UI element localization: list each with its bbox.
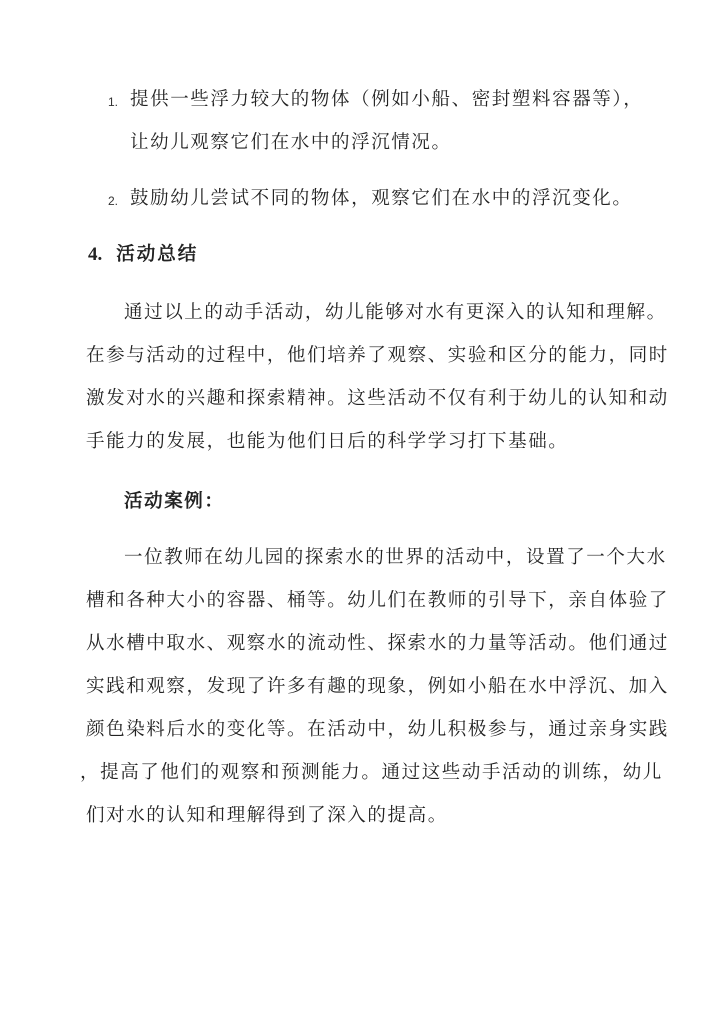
paragraph-line: 实践和观察，发现了许多有趣的现象，例如小船在水中浮沉、加入 xyxy=(86,676,669,697)
list-item-text: 鼓励幼儿尝试不同的物体，观察它们在水中的浮沉变化。 xyxy=(130,188,633,209)
list-item-number: 1. xyxy=(108,95,119,109)
list-item-text: 让幼儿观察它们在水中的浮沉情况。 xyxy=(130,132,452,153)
list-item-text: 提供一些浮力较大的物体（例如小船、密封塑料容器等）， xyxy=(130,89,644,110)
paragraph-line: 激发对水的兴趣和探索精神。这些活动不仅有利于幼儿的认知和动 xyxy=(86,388,669,409)
list-item-number: 2. xyxy=(108,194,119,208)
section-title: 活动总结 xyxy=(116,244,199,265)
paragraph-line: 槽和各种大小的容器、桶等。幼儿们在教师的引导下，亲自体验了 xyxy=(86,590,669,611)
case-heading: 活动案例： xyxy=(124,491,225,512)
paragraph-line: 一位教师在幼儿园的探索水的世界的活动中，设置了一个大水 xyxy=(124,547,667,568)
section-number: 4. xyxy=(88,244,103,265)
paragraph-line: 颜色染料后水的变化等。在活动中，幼儿积极参与，通过亲身实践 xyxy=(86,719,669,740)
paragraph-line: ，提高了他们的观察和预测能力。通过这些动手活动的训练，幼儿 xyxy=(80,762,663,783)
paragraph-line: 在参与活动的过程中，他们培养了观察、实验和区分的能力，同时 xyxy=(86,345,669,366)
paragraph-line: 们对水的认知和理解得到了深入的提高。 xyxy=(86,805,448,826)
section-heading xyxy=(88,243,198,267)
paragraph-line: 手能力的发展，也能为他们日后的科学学习打下基础。 xyxy=(86,431,569,452)
paragraph-line: 通过以上的动手活动，幼儿能够对水有更深入的认知和理解。 xyxy=(124,302,667,323)
paragraph-line: 从水槽中取水、观察水的流动性、探索水的力量等活动。他们通过 xyxy=(86,633,669,654)
